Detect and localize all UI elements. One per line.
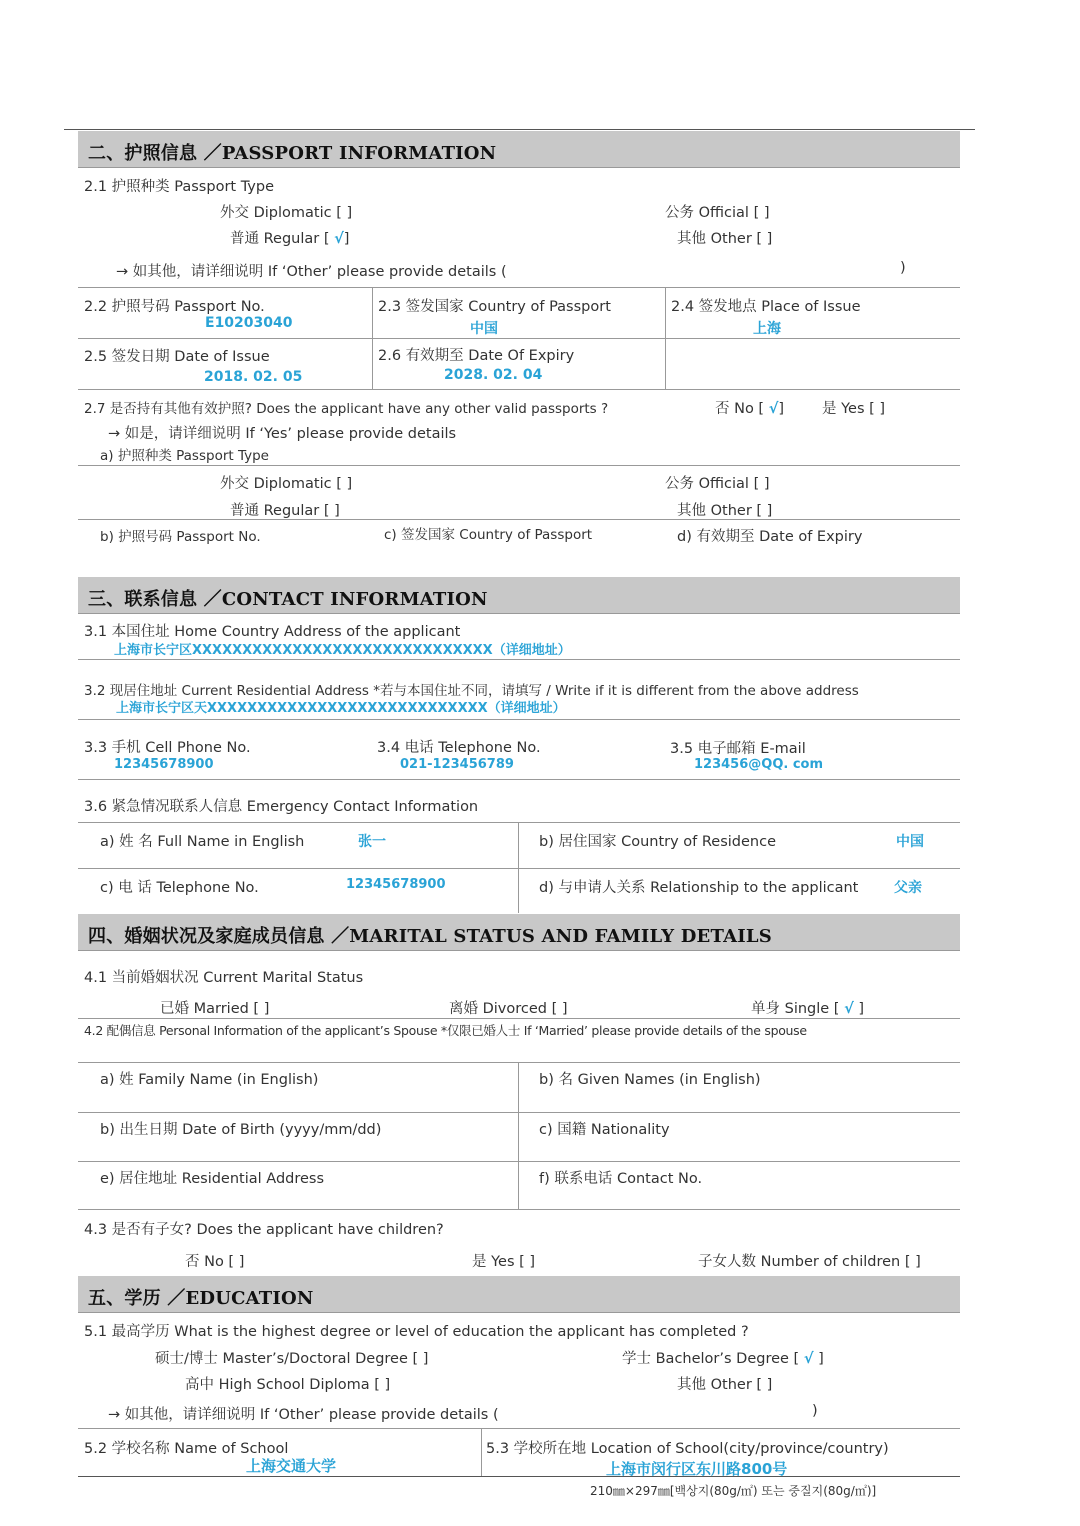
place-of-issue-value[interactable]: 上海: [753, 321, 781, 337]
spouse-contact-label: f) 联系电话 Contact No.: [539, 1171, 703, 1187]
option-edu-other[interactable]: 其他 Other [ ]: [677, 1377, 773, 1393]
number-of-children-field[interactable]: 子女人数 Number of children [ ]: [698, 1254, 921, 1270]
emergency-name-value[interactable]: 张一: [358, 834, 386, 850]
check-mark: √: [803, 1351, 814, 1367]
row-divider: [78, 338, 960, 339]
spouse-dob-label: b) 出生日期 Date of Birth (yyyy/mm/dd): [100, 1122, 382, 1138]
spouse-family-name-label: a) 姓 Family Name (in English): [100, 1072, 319, 1088]
email-label: 3.5 电子邮箱 E-mail: [670, 741, 806, 757]
emergency-relationship-value[interactable]: 父亲: [894, 880, 922, 896]
row-divider: [78, 519, 960, 520]
emergency-name-label: a) 姓 名 Full Name in English: [100, 834, 305, 850]
option-no[interactable]: 否 No [ √]: [715, 401, 785, 417]
option-single[interactable]: 单身 Single [ √ ]: [751, 1001, 865, 1017]
option-married[interactable]: 已婚 Married [ ]: [160, 1001, 270, 1017]
option-other-2[interactable]: 其他 Other [ ]: [677, 503, 773, 519]
row-divider: [78, 465, 960, 466]
spouse-nationality-label: c) 国籍 Nationality: [539, 1122, 670, 1138]
row-divider: [78, 779, 960, 780]
school-name-value[interactable]: 上海交通大学: [246, 1457, 337, 1475]
section-header-marital: 四、婚姻状况及家庭成员信息 ／MARITAL STATUS AND FAMILY DETAILS: [78, 914, 960, 951]
date-of-expiry-label: 2.6 有效期至 Date Of Expiry: [378, 348, 575, 364]
section-header-education: 五、学历 ／EDUCATION: [78, 1276, 960, 1313]
children-question: 4.3 是否有子女? Does the applicant have children?: [84, 1222, 444, 1238]
date-of-issue-value[interactable]: 2018. 02. 05: [204, 369, 303, 385]
telephone-value[interactable]: 021-123456789: [400, 757, 514, 772]
option-children-yes[interactable]: 是 Yes [ ]: [472, 1254, 536, 1270]
place-of-issue-label: 2.4 签发地点 Place of Issue: [671, 299, 861, 315]
option-other[interactable]: 其他 Other [ ]: [677, 231, 773, 247]
home-address-label: 3.1 本国住址 Home Country Address of the applicant: [84, 624, 461, 640]
passport-no-value[interactable]: E10203040: [205, 315, 293, 331]
spouse-given-name-label: b) 名 Given Names (in English): [539, 1072, 761, 1088]
row-divider: [78, 1018, 960, 1019]
option-high-school[interactable]: 高中 High School Diploma [ ]: [185, 1377, 391, 1393]
row-divider: [78, 868, 960, 869]
telephone-label: 3.4 电话 Telephone No.: [377, 740, 541, 756]
close-paren: ): [812, 1403, 818, 1419]
row-divider: [78, 822, 960, 823]
row-divider: [78, 389, 960, 390]
emergency-country-label: b) 居住国家 Country of Residence: [539, 834, 777, 850]
school-location-label: 5.3 学校所在地 Location of School(city/province/country): [486, 1441, 889, 1457]
option-yes[interactable]: 是 Yes [ ]: [822, 401, 886, 417]
other-passports-question: 2.7 是否持有其他有效护照? Does the applicant have any other valid passports ?: [84, 401, 609, 417]
country-of-passport-value[interactable]: 中国: [470, 321, 498, 337]
row-divider: [78, 1209, 960, 1210]
spouse-address-label: e) 居住地址 Residential Address: [100, 1171, 325, 1187]
date-of-expiry-value[interactable]: 2028. 02. 04: [444, 367, 543, 383]
home-address-value[interactable]: 上海市长宁区XXXXXXXXXXXXXXXXXXXXXXXXXXXXXX（详细地址）: [114, 643, 571, 658]
check-mark: √: [768, 401, 779, 417]
cell-phone-value[interactable]: 12345678900: [114, 757, 214, 772]
passport-no-label: 2.2 护照号码 Passport No.: [84, 299, 265, 315]
current-address-label: 3.2 现居住地址 Current Residential Address *若与本国住址不同，请填写 / Write if it is different from the above address: [84, 683, 859, 699]
bottom-rule: [78, 1476, 960, 1477]
emergency-relationship-label: d) 与申请人关系 Relationship to the applicant: [539, 880, 859, 896]
spouse-info-label: 4.2 配偶信息 Personal Information of the applicant’s Spouse *仅限已婚人士 If ‘Married’ please provide details of the spouse: [84, 1023, 807, 1038]
row-divider: [78, 1161, 960, 1162]
option-diplomatic-2[interactable]: 外交 Diplomatic [ ]: [220, 476, 353, 492]
education-question: 5.1 最高学历 What is the highest degree or level of education the applicant has completed ?: [84, 1324, 749, 1340]
option-master[interactable]: 硕士/博士 Master’s/Doctoral Degree [ ]: [155, 1351, 429, 1367]
other-passport-no-label: b) 护照号码 Passport No.: [100, 529, 261, 545]
option-regular[interactable]: 普通 Regular [ √]: [230, 231, 350, 247]
marital-status-label: 4.1 当前婚姻状况 Current Marital Status: [84, 970, 364, 986]
emergency-contact-label: 3.6 紧急情况联系人信息 Emergency Contact Information: [84, 799, 479, 815]
option-children-no[interactable]: 否 No [ ]: [185, 1254, 245, 1270]
other-passport-expiry-label: d) 有效期至 Date of Expiry: [677, 529, 863, 545]
emergency-tel-label: c) 电 话 Telephone No.: [100, 880, 259, 896]
row-divider: [78, 1062, 960, 1063]
section-header-passport: 二、护照信息 ／PASSPORT INFORMATION: [78, 131, 960, 168]
edu-other-detail-label: → 如其他，请详细说明 If ‘Other’ please provide details (: [108, 1407, 499, 1423]
option-official-2[interactable]: 公务 Official [ ]: [665, 476, 770, 492]
email-value[interactable]: 123456@QQ. com: [694, 757, 824, 772]
option-bachelor[interactable]: 学士 Bachelor’s Degree [ √ ]: [622, 1351, 824, 1367]
if-yes-label: → 如是，请详细说明 If ‘Yes’ please provide details: [108, 426, 457, 442]
option-regular-2[interactable]: 普通 Regular [ ]: [230, 503, 340, 519]
school-location-value[interactable]: 上海市闵行区东川路800号: [606, 1460, 788, 1478]
passport-type-label: 2.1 护照种类 Passport Type: [84, 179, 275, 195]
other-detail-label: → 如其他，请详细说明 If ‘Other’ please provide details (: [116, 264, 507, 280]
cell-phone-label: 3.3 手机 Cell Phone No.: [84, 740, 251, 756]
row-divider: [78, 1112, 960, 1113]
date-of-issue-label: 2.5 签发日期 Date of Issue: [84, 349, 270, 365]
check-mark: √: [844, 1001, 854, 1017]
top-rule: [64, 129, 975, 130]
row-divider: [78, 287, 960, 288]
emergency-country-value[interactable]: 中国: [896, 834, 924, 850]
other-passport-country-label: c) 签发国家 Country of Passport: [384, 527, 593, 543]
paper-size-footer: 210㎜×297㎜[백상지(80g/㎡) 또는 중질지(80g/㎡)]: [590, 1484, 877, 1498]
row-divider: [78, 1428, 960, 1429]
option-diplomatic[interactable]: 外交 Diplomatic [ ]: [220, 205, 353, 221]
option-divorced[interactable]: 离婚 Divorced [ ]: [449, 1001, 568, 1017]
other-passport-type-label: a) 护照种类 Passport Type: [100, 448, 269, 464]
country-of-passport-label: 2.3 签发国家 Country of Passport: [378, 299, 611, 315]
row-divider: [78, 659, 960, 660]
row-divider: [78, 719, 960, 720]
school-name-label: 5.2 学校名称 Name of School: [84, 1441, 289, 1457]
option-official[interactable]: 公务 Official [ ]: [665, 205, 770, 221]
close-paren: ): [900, 260, 906, 276]
col-divider: [518, 1062, 519, 1209]
col-divider: [481, 1428, 482, 1476]
section-header-contact: 三、联系信息 ／CONTACT INFORMATION: [78, 577, 960, 614]
current-address-value[interactable]: 上海市长宁区天XXXXXXXXXXXXXXXXXXXXXXXXXXXX（详细地址）: [116, 701, 566, 716]
check-mark: √: [334, 231, 344, 247]
emergency-tel-value[interactable]: 12345678900: [346, 877, 446, 892]
